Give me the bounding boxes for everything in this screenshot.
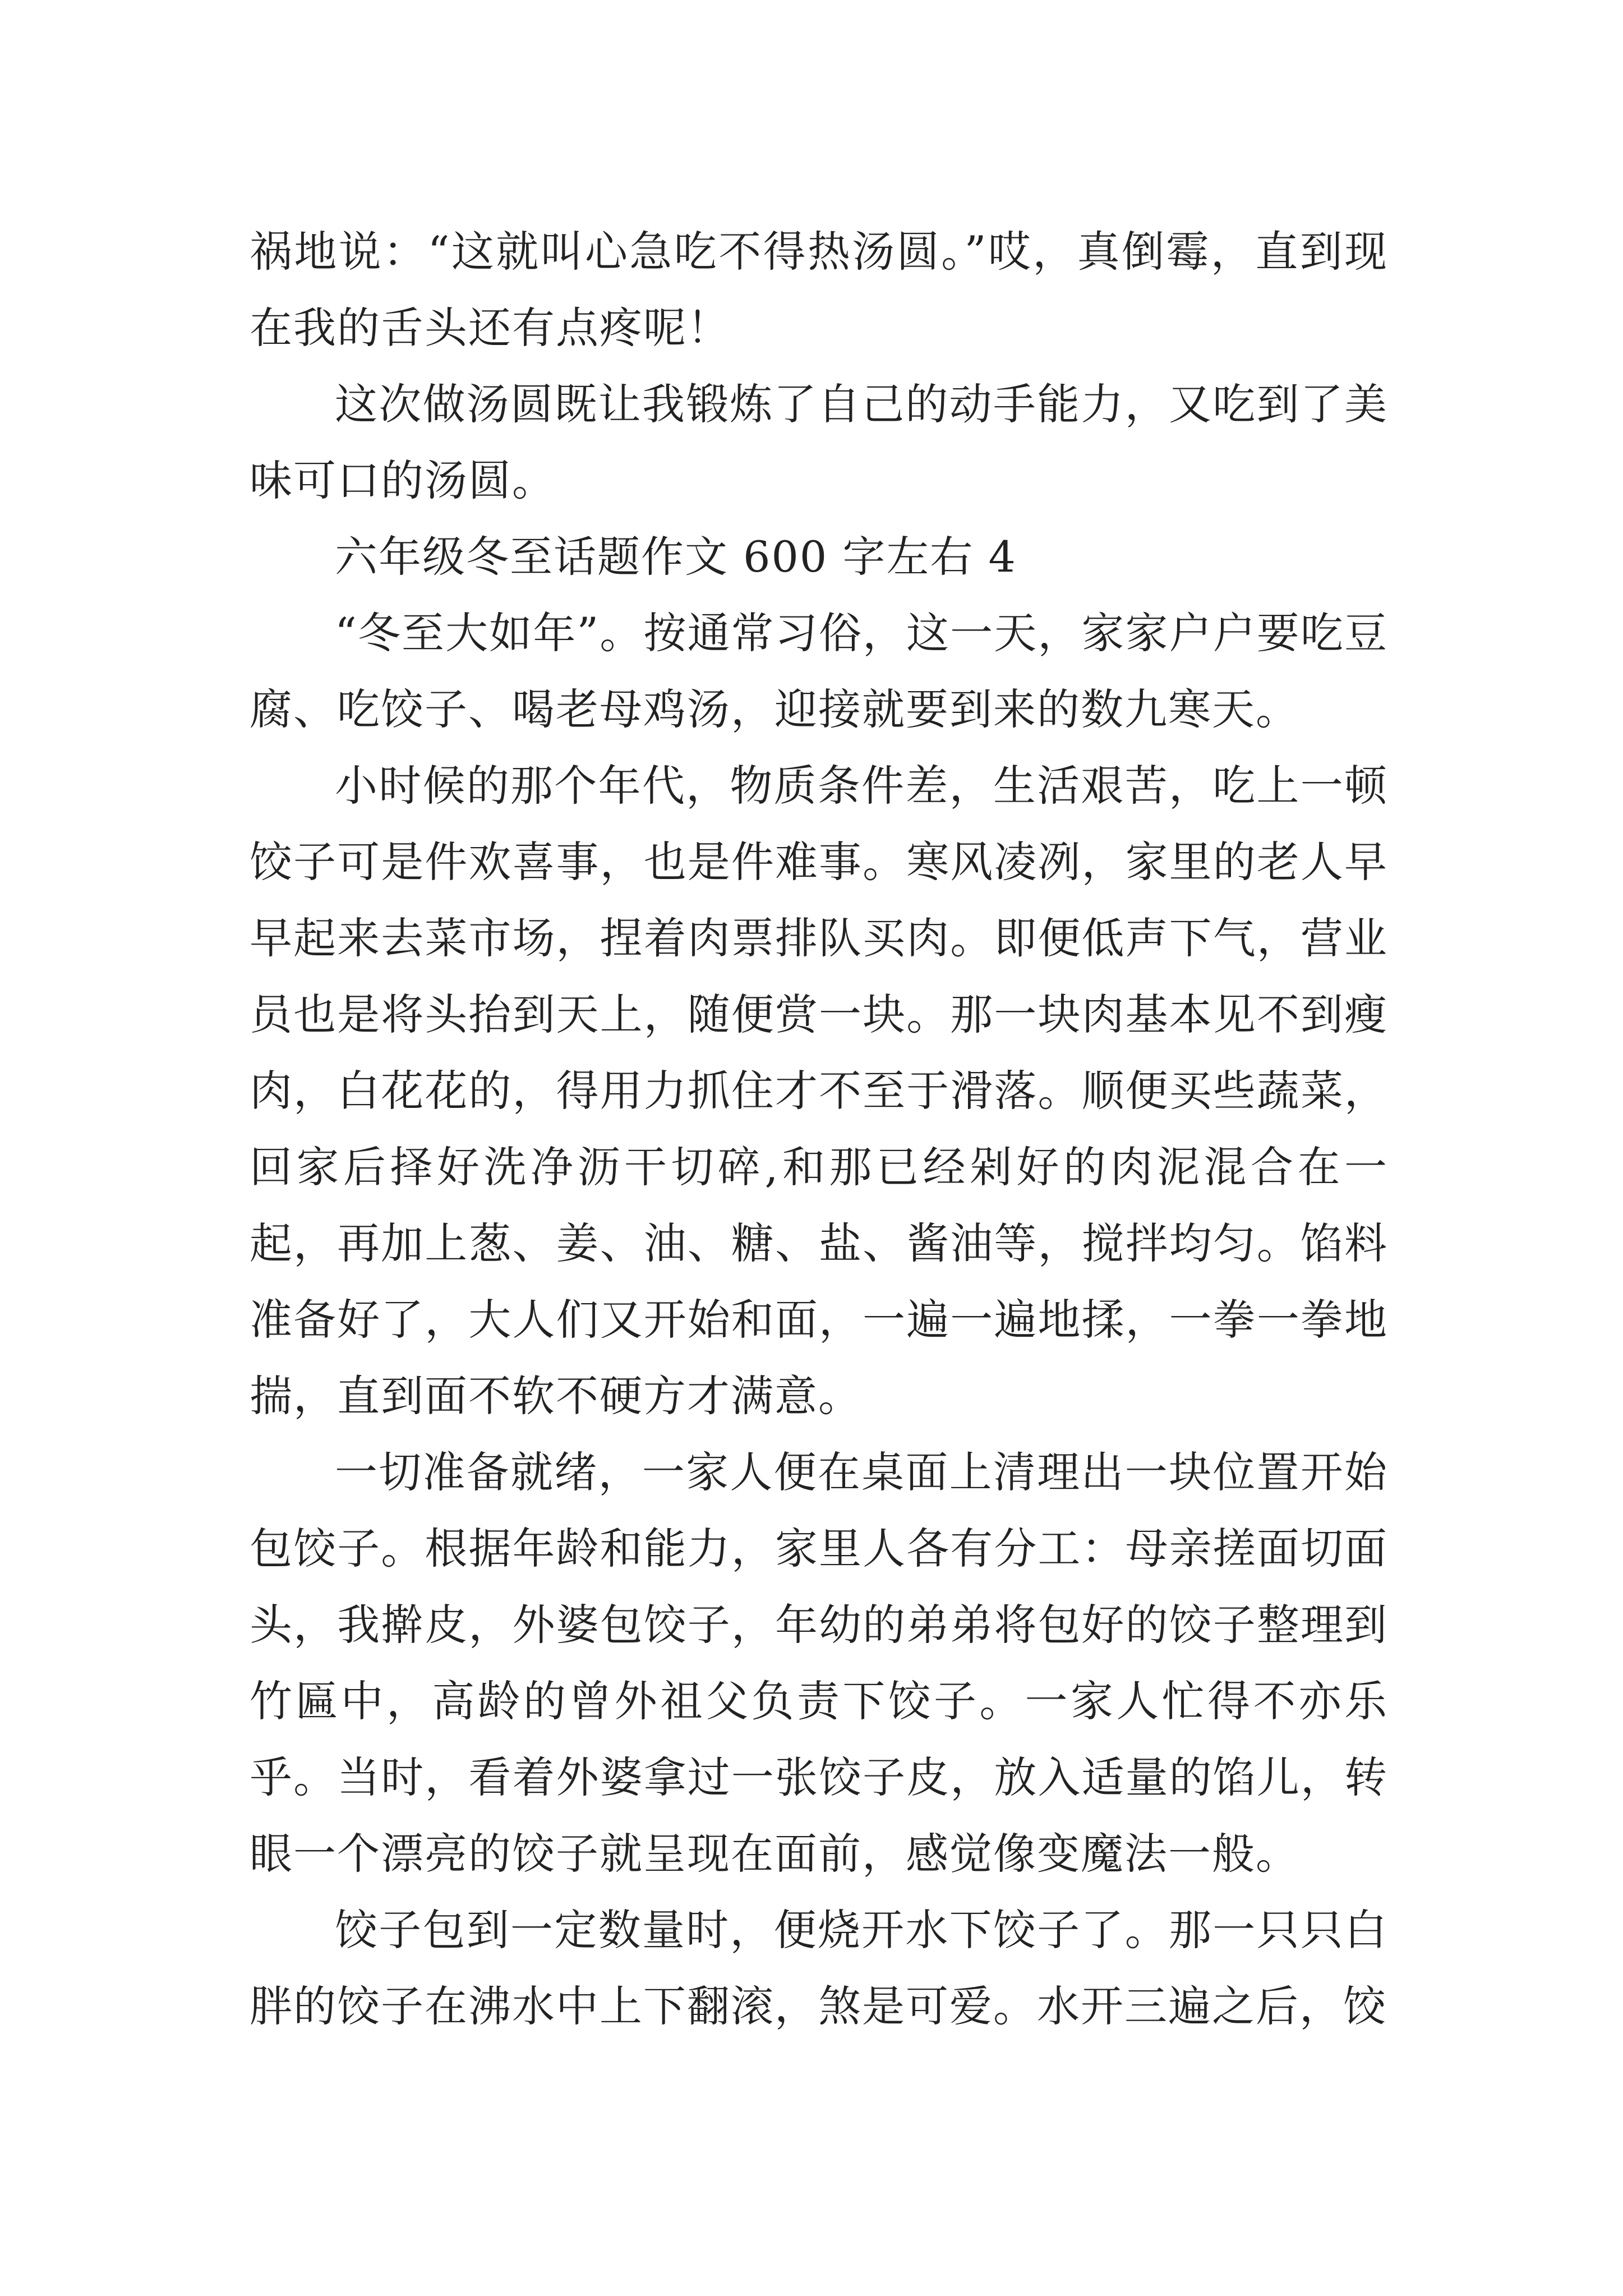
paragraph-making-dumplings: 一切准备就绪，一家人便在桌面上清理出一块位置开始包饺子。根据年龄和能力，家里人各有分工：母亲搓面切面头，我擀皮，外婆包饺子，年幼的弟弟将包好的饺子整理到竹匾中，高龄的曾外祖父负责下饺子。一家人忙得不亦乐乎。当时，看着外婆拿过一张饺子皮，放入适量的馅儿，转眼一个漂亮的饺子就呈现在面前，感觉像变魔法一般。 (250, 1447, 1388, 1879)
essay-title: 六年级冬至话题作文 600 字左右 4 (335, 532, 1017, 582)
paragraph-continuation: 祸地说：“这就叫心急吃不得热汤圆。”哎，真倒霉，直到现在我的舌头还有点疼呢！ (250, 227, 1388, 353)
paragraph-cooking-dumplings: 饺子包到一定数量时，便烧开水下饺子了。那一只只白胖的饺子在沸水中上下翻滚，煞是可爱。水开三遍之后，饺 (250, 1905, 1388, 2031)
document-body (250, 214, 1388, 2045)
paragraph-childhood: 小时候的那个年代，物质条件差，生活艰苦，吃上一顿饺子可是件欢喜事，也是件难事。寒风凌冽，家里的老人早早起来去菜市场，捏着肉票排队买肉。即便低声下气，营业员也是将头抬到天上，随便赏一块。那一块肉基本见不到瘦肉，白花花的，得用力抓住才不至于滑落。顺便买些蔬菜，回家后择好洗净沥干切碎,和那已经剁好的肉泥混合在一起，再加上葱、姜、油、糖、盐、酱油等，搅拌均匀。馅料准备好了，大人们又开始和面，一遍一遍地揉，一拳一拳地揣，直到面不软不硬方才满意。 (250, 761, 1388, 1421)
paragraph-intro: “冬至大如年”。按通常习俗，这一天，家家户户要吃豆腐、吃饺子、喝老母鸡汤，迎接就要到来的数九寒天。 (250, 608, 1388, 734)
paragraph-conclusion: 这次做汤圆既让我锻炼了自己的动手能力，又吃到了美味可口的汤圆。 (250, 379, 1388, 505)
